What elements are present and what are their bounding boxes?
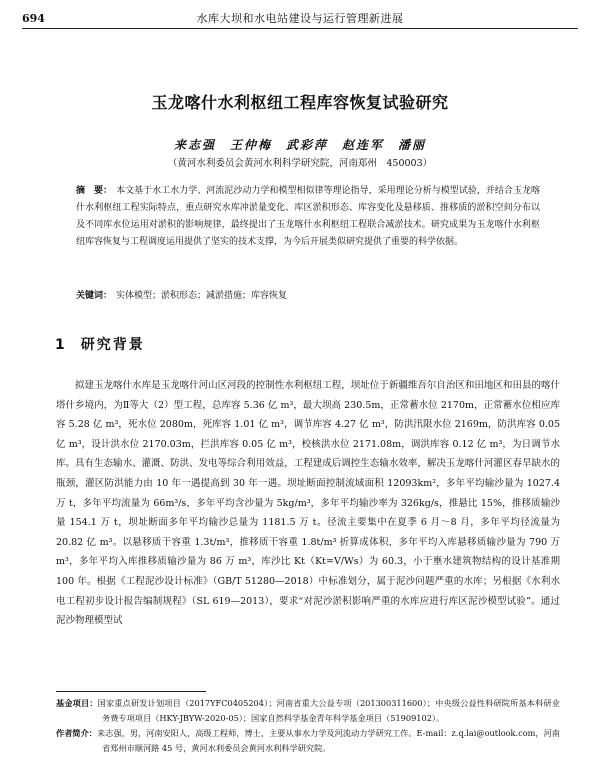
- abstract-text: 本文基于水工水力学、河流泥沙动力学和模型相似律等理论指导，采用理论分析与模型试验，并结合玉龙喀什水利枢纽工程实际特点，重点研究水库冲淤量变化、库区淤积形态、库容变化及悬移质、推移质的淤积空间分布以及不同库水位运用对淤积的影响规律，最终提出了玉龙喀什水利枢纽工程联合减淤技术。研究成果为玉龙喀什水利枢纽库容恢复与工程调度运用提供了坚实的技术支撑，为今后开展类似研究提供了重要的科学依据。: [76, 186, 540, 247]
- keywords: [76, 288, 540, 304]
- keywords-text: 实体模型；淤积形态；减淤措施；库容恢复: [116, 291, 288, 301]
- fund-footnote: [56, 696, 560, 726]
- journal-title: 水库大坝和水电站建设与运行管理新进展: [196, 12, 404, 25]
- paper-authors: 来志强 王仲梅 武彩萍 赵连军 潘丽: [173, 138, 426, 152]
- abstract: [76, 183, 540, 251]
- fund-label: 基金项目：: [56, 698, 98, 708]
- running-header: [22, 10, 578, 29]
- footnotes: [56, 696, 560, 756]
- author-footnote: [56, 726, 560, 756]
- section-body: 拟建玉龙喀什水库是玉龙喀什河山区河段的控制性水利枢纽工程，坝址位于新疆维吾尔自治区和田地区和田县的喀什塔什乡境内，为Ⅱ等大（2）型工程，总库容 5.36 亿 m³，最大坝高 230.5m，正常蓄水位 2170m，正常蓄水位相应库容 5.28 亿 m³，死水位 2080m，死库容 1.01 亿 m³，调节库容 4.27 亿 m³，防洪汛限水位 2169m，防洪库容 0.05 亿 m³，设计洪水位 2170.03m，拦洪库容 0.05 亿 m³，校核洪水位 2171.08m，调洪库容 0.12 亿 m³，为日调节水库。具有生态输水、灌溉、防洪、发电等综合利用效益，工程建成后调控生态输水效率，解决玉龙喀什河灌区春旱缺水的瓶颈，灌区防洪能力由 10 年一遇提高到 30 年一遇。坝址断面控制流域面积 12093km²，多年平均输沙量为 1027.4 万 t，多年平均流量为 66m³/s，多年平均含沙量为 5kg/m³，多年平均输沙率为 326kg/s，推悬比 15%，推移质输沙量 154.1 万 t，坝址断面多年平均输沙总量为 1181.5 万 t。径流主要集中在夏季 6 月～8 月，多年平均径流量为 20.82 亿 m³。以悬移质干容重 1.3t/m³，推移质干容重 1.8t/m³ 折算成体积，多年平均入库悬移质输沙量为 790 万 m³，多年平均入库推移质输沙量为 86 万 m³，库沙比 Kt（Kt=V/Ws）为 60.3，小于壅水建筑物结构的设计基准期 100 年。根据《工程泥沙设计标准》（GB/T 51280—2018）中标准划分，属于泥沙问题严重的水库；另根据《水利水电工程初步设计报告编制规程》（SL 619—2013），要求“对泥沙淤积影响严重的水库应进行库区泥沙模型试验”。通过泥沙物理模型试: [56, 380, 560, 627]
- section-heading: [55, 334, 145, 354]
- section-title-text: 研究背景: [80, 337, 145, 353]
- keywords-label: 关键词：: [76, 291, 113, 301]
- page-number: 694: [22, 12, 45, 25]
- footnote-divider: [56, 691, 206, 692]
- abstract-label: 摘 要：: [76, 186, 113, 196]
- paper-title: 玉龙喀什水利枢纽工程库容恢复试验研究: [151, 93, 449, 112]
- fund-text: 国家重点研发计划项目（2017YFC0405204）；河南省重大公益专项（201300311600）；中央级公益性科研院所基本科研业务费专项项目（HKY-JBYW-2020-05）；国家自然科学基金青年科学基金项目（51909102）。: [97, 698, 560, 723]
- section-number: 1: [55, 337, 67, 353]
- author-bio-label: 作者简介：: [56, 728, 97, 738]
- author-bio-text: 来志强，男，河南安阳人，高级工程师，博士，主要从事水力学及河流动力学研究工作。E-mail：z.q.lai@outlook.com，河南省郑州市顺河路 45 号，黄河水利委员会黄河水利科学研究院。: [96, 728, 560, 753]
- author-affiliation: （黄河水利委员会黄河水利科学研究院，河南郑州 450003）: [167, 158, 433, 169]
